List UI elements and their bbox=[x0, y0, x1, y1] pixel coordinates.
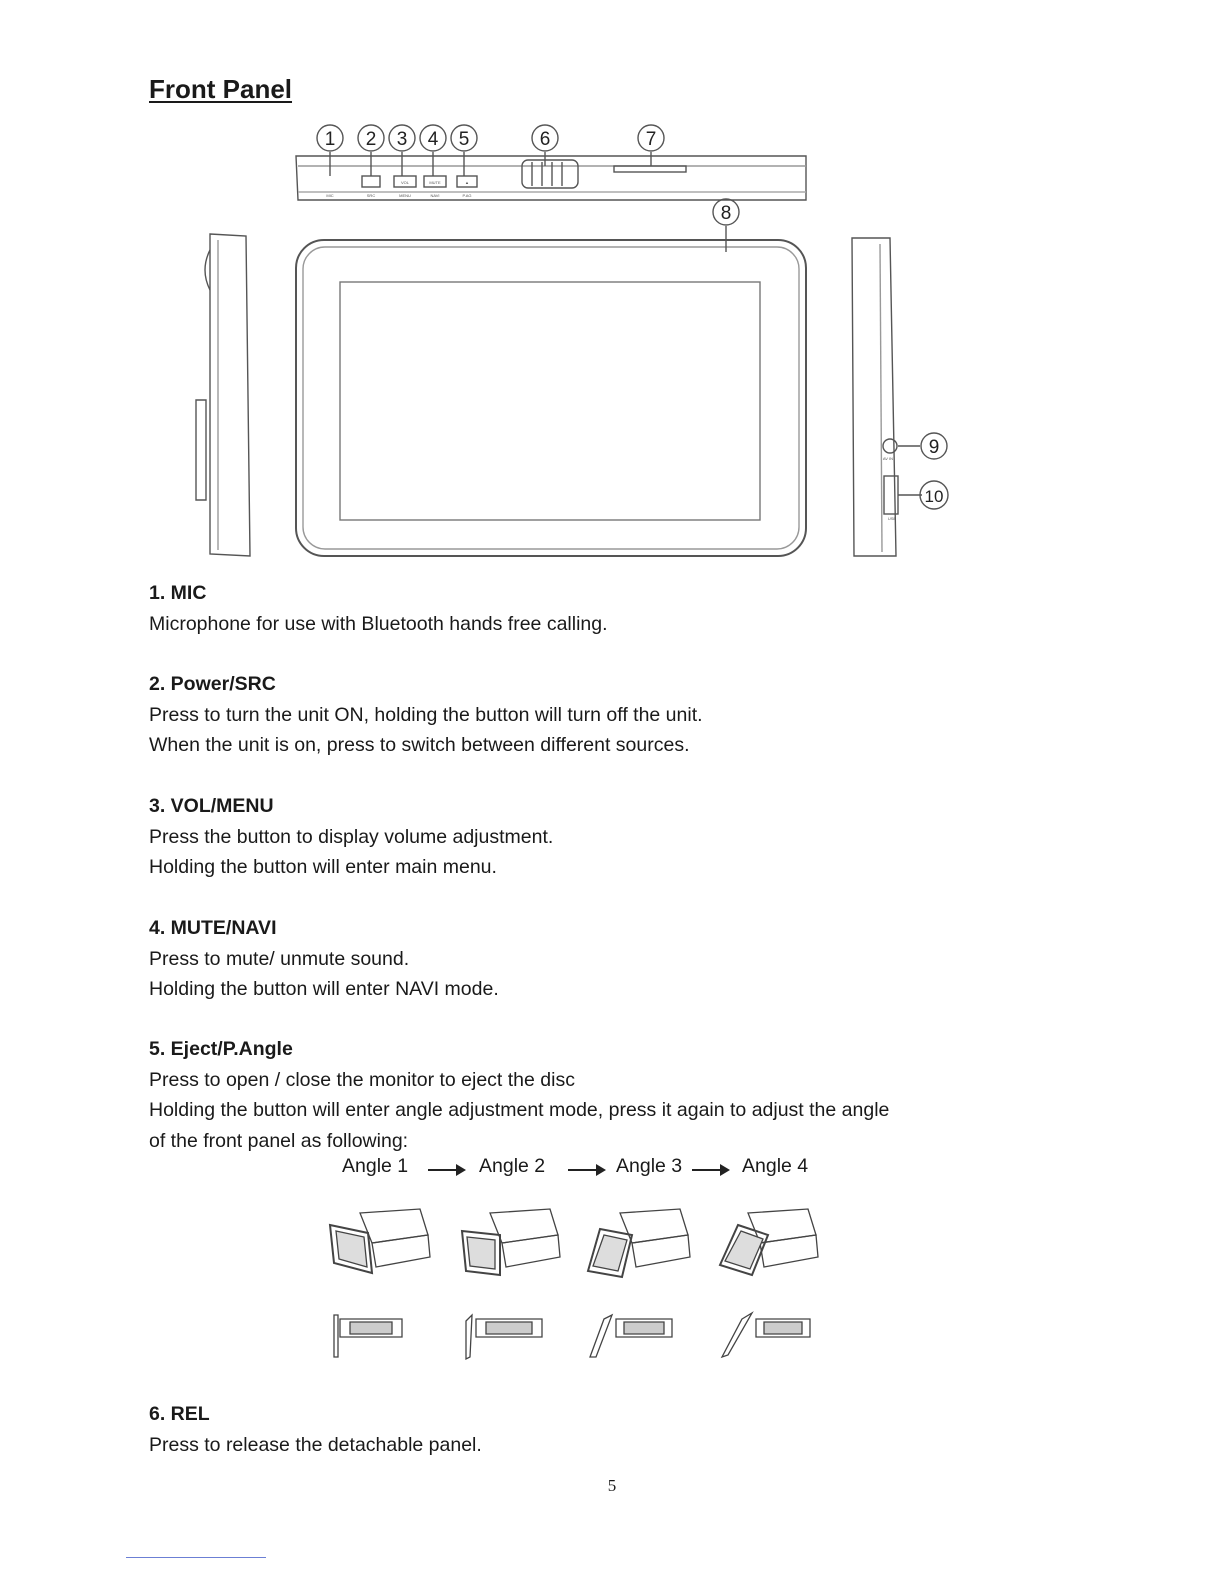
callout-9: 9 bbox=[928, 437, 940, 458]
callout-4: 4 bbox=[427, 129, 439, 150]
angle-3-unit-illustration bbox=[588, 1209, 690, 1277]
section-power-src bbox=[149, 669, 1049, 761]
navi-caption: NAVI bbox=[430, 193, 440, 198]
usb-label: USB bbox=[887, 516, 897, 521]
front-panel-diagram bbox=[0, 0, 1224, 600]
pag-caption: P.AG bbox=[462, 193, 472, 198]
arrow-icon bbox=[692, 1169, 728, 1171]
card-slot-shape bbox=[614, 166, 686, 172]
eject-button-label: ▲ bbox=[465, 180, 469, 185]
callout-6: 6 bbox=[539, 129, 551, 150]
angle-2-label: Angle 2 bbox=[479, 1155, 546, 1177]
right-side-view bbox=[852, 238, 896, 556]
angle-illustrations bbox=[0, 1195, 1224, 1370]
section-line: Press to release the detachable panel. bbox=[149, 1433, 482, 1456]
section-mute-navi bbox=[149, 913, 1049, 1005]
angle-3-side-illustration bbox=[590, 1315, 672, 1357]
section-vol-menu bbox=[149, 791, 1049, 883]
section-eject-angle bbox=[149, 1034, 1049, 1156]
footer-divider bbox=[126, 1557, 266, 1558]
section-mic bbox=[149, 578, 1049, 639]
section-line: Press to open / close the monitor to eject the disc bbox=[149, 1068, 575, 1091]
usb-port-shape bbox=[884, 476, 898, 514]
section-line: Microphone for use with Bluetooth hands free calling. bbox=[149, 612, 608, 635]
angle-4-label: Angle 4 bbox=[742, 1155, 809, 1177]
section-line: Holding the button will enter NAVI mode. bbox=[149, 978, 499, 1000]
callout-7: 7 bbox=[645, 129, 657, 150]
angle-1-label: Angle 1 bbox=[342, 1155, 409, 1177]
angle-3-label: Angle 3 bbox=[616, 1155, 683, 1177]
mic-caption: MIC bbox=[326, 193, 334, 198]
section-line: of the front panel as following: bbox=[149, 1129, 409, 1152]
section-heading: 2. Power/SRC bbox=[149, 673, 276, 695]
section-line: Press to turn the unit ON, holding the button will turn off the unit. bbox=[149, 703, 703, 726]
callout-5: 5 bbox=[458, 129, 470, 150]
mute-button-label: MUTE bbox=[429, 180, 441, 185]
section-line: Press to mute/ unmute sound. bbox=[149, 947, 410, 970]
section-heading: 4. MUTE/NAVI bbox=[149, 917, 277, 939]
callout-2: 2 bbox=[365, 129, 377, 150]
av-in-label: AV IN bbox=[882, 456, 894, 461]
angle-2-side-illustration bbox=[466, 1315, 542, 1359]
section-heading: 5. Eject/P.Angle bbox=[149, 1038, 293, 1060]
callout-10: 10 bbox=[924, 487, 944, 506]
section-heading: 6. REL bbox=[149, 1403, 210, 1425]
rel-button-shape bbox=[522, 160, 578, 188]
section-heading: 3. VOL/MENU bbox=[149, 795, 274, 817]
power-button-shape bbox=[362, 176, 380, 187]
av-in-jack-shape bbox=[883, 439, 897, 453]
section-heading: 1. MIC bbox=[149, 582, 207, 604]
arrow-icon bbox=[428, 1169, 464, 1171]
section-line: When the unit is on, press to switch between different sources. bbox=[149, 734, 690, 756]
section-line: Press the button to display volume adjustment. bbox=[149, 825, 554, 848]
section-rel bbox=[149, 1399, 1049, 1460]
src-caption: SRC bbox=[366, 193, 376, 198]
angle-2-unit-illustration bbox=[462, 1209, 560, 1275]
menu-caption: MENU bbox=[399, 193, 411, 198]
page-number: 5 bbox=[607, 1476, 617, 1495]
callout-3: 3 bbox=[396, 129, 408, 150]
angle-4-side-illustration bbox=[722, 1313, 810, 1357]
angle-1-side-illustration bbox=[334, 1315, 402, 1357]
section-line: Holding the button will enter angle adjustment mode, press it again to adjust the angle bbox=[149, 1099, 890, 1121]
page-title: Front Panel bbox=[149, 74, 293, 104]
monitor-screen bbox=[340, 282, 760, 520]
angle-1-unit-illustration bbox=[330, 1209, 430, 1273]
section-line: Holding the button will enter main menu. bbox=[149, 856, 497, 878]
arrow-icon bbox=[568, 1169, 604, 1171]
callout-1: 1 bbox=[324, 129, 336, 150]
vol-button-label: VOL bbox=[400, 180, 410, 185]
callout-8: 8 bbox=[720, 203, 732, 224]
angle-4-unit-illustration bbox=[720, 1209, 818, 1275]
left-side-view bbox=[210, 234, 250, 556]
monitor-outline bbox=[296, 240, 806, 556]
